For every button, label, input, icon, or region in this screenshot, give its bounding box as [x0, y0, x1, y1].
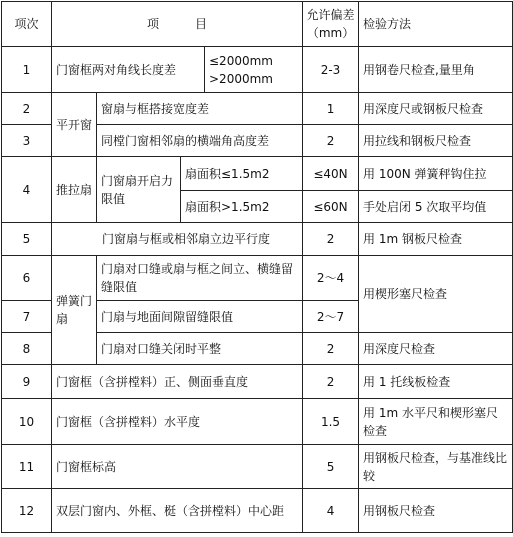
row-method: 用钢板尺检查 [359, 489, 513, 533]
row-no: 1 [2, 47, 52, 93]
table-row [2, 445, 513, 489]
header-row [2, 2, 513, 47]
row-item: 门扇对口缝或扇与框之间立、横缝留缝限值 [97, 256, 303, 301]
header-no: 项次 [2, 2, 52, 47]
row-method: 用 1m 钢板尺检查 [359, 223, 513, 256]
row-item: 门扇与地面间隙留缝限值 [97, 301, 303, 333]
row-method: 用楔形塞尺检查 [359, 256, 513, 333]
row-no: 10 [2, 399, 52, 445]
row-tolerance: ≤60N [303, 191, 359, 223]
row-no: 12 [2, 489, 52, 533]
row-no: 2 [2, 93, 52, 125]
table-row [2, 399, 513, 445]
row-item: 同樘门窗相邻扇的横端角高度差 [97, 125, 303, 157]
row-method: 用 1m 水平尺和楔形塞尺检查 [359, 399, 513, 445]
row-tolerance: 2～4 [303, 256, 359, 301]
row-no: 4 [2, 157, 52, 223]
table-row [2, 489, 513, 533]
row-subitem: ≤2000mm >2000mm [205, 47, 303, 93]
header-tolerance: 允许偏差（mm） [303, 2, 359, 47]
row-item: 门窗框两对角线长度差 [52, 47, 205, 93]
header-method: 检验方法 [359, 2, 513, 47]
table-row [2, 256, 513, 301]
row-tolerance: 4 [303, 489, 359, 533]
row-tolerance: 2 [303, 125, 359, 157]
row-method: 用拉线和钢板尺检查 [359, 125, 513, 157]
row-method: 用深度尺检查 [359, 333, 513, 365]
row-item: 门窗框标高 [52, 445, 303, 489]
row-no: 9 [2, 365, 52, 399]
inspection-table [1, 1, 513, 533]
row-method: 用 1 托线板检查 [359, 365, 513, 399]
row-tolerance: 2 [303, 365, 359, 399]
row-method: 用深度尺或钢板尺检查 [359, 93, 513, 125]
row-item: 门窗扇与框或相邻扇立边平行度 [52, 223, 303, 256]
row-tolerance: 1.5 [303, 399, 359, 445]
row-no: 5 [2, 223, 52, 256]
row-item: 门窗扇开启力限值 [97, 157, 181, 223]
row-tolerance: 2-3 [303, 47, 359, 93]
row-tolerance: ≤40N [303, 157, 359, 191]
row-method: 手处启闭 5 次取平均值 [359, 191, 513, 223]
row-item: 门窗框（含拼樘料）水平度 [52, 399, 303, 445]
row-group: 弹簧门扇 [52, 256, 97, 365]
row-method: 用 100N 弹簧秤钩住拉 [359, 157, 513, 191]
row-no: 3 [2, 125, 52, 157]
row-item: 双层门窗内、外框、梃（含拼樘料）中心距 [52, 489, 303, 533]
row-group: 平开窗 [52, 93, 97, 157]
row-no: 8 [2, 333, 52, 365]
row-item: 门窗框（含拼樘料）正、侧面垂直度 [52, 365, 303, 399]
row-tolerance: 2 [303, 223, 359, 256]
table-row [2, 223, 513, 256]
row-no: 7 [2, 301, 52, 333]
row-subitem: 扇面积≤1.5m2 [181, 157, 303, 191]
row-tolerance: 1 [303, 93, 359, 125]
row-tolerance: 2 [303, 333, 359, 365]
row-tolerance: 2～7 [303, 301, 359, 333]
row-item: 窗扇与框搭接宽度差 [97, 93, 303, 125]
row-method: 用钢卷尺检查,量里角 [359, 47, 513, 93]
row-group: 推拉扇 [52, 157, 97, 223]
table-row [2, 157, 513, 191]
row-no: 6 [2, 256, 52, 301]
row-no: 11 [2, 445, 52, 489]
row-method: 用钢板尺检查，与基准线比较 [359, 445, 513, 489]
table-row [2, 365, 513, 399]
row-subitem: 扇面积>1.5m2 [181, 191, 303, 223]
row-item: 门扇对口缝关闭时平整 [97, 333, 303, 365]
row-tolerance: 5 [303, 445, 359, 489]
header-item: 项 目 [52, 2, 303, 47]
table-row [2, 47, 513, 93]
table-row [2, 93, 513, 125]
